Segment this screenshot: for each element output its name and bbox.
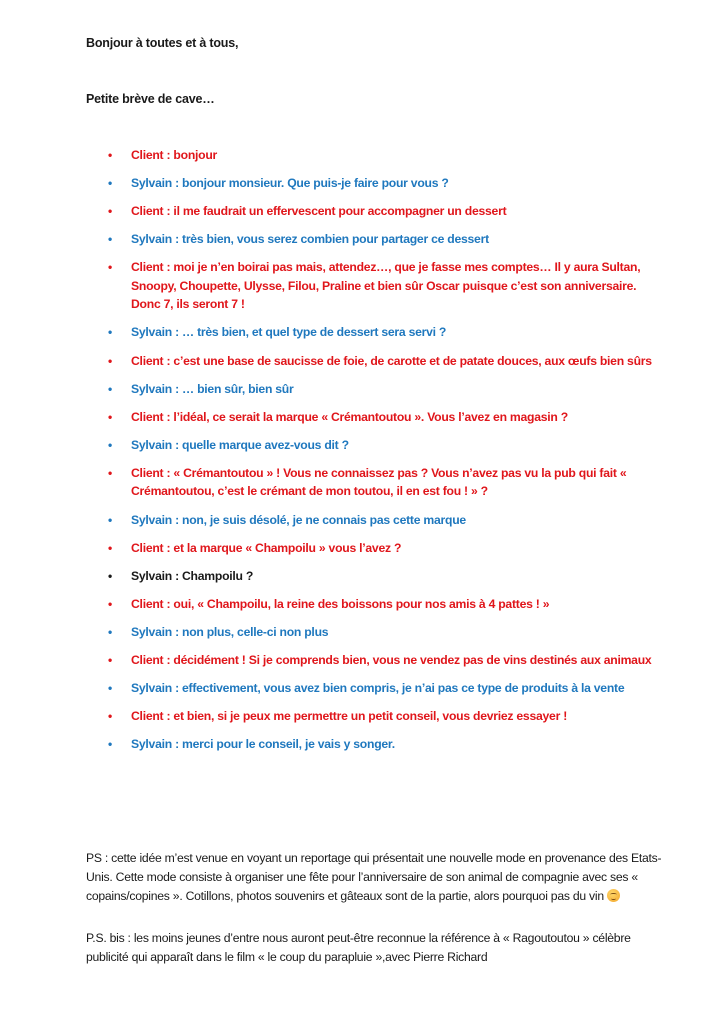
dialogue-list <box>0 146 724 763</box>
dialogue-text: Sylvain : Champoilu ? <box>131 568 254 583</box>
dialogue-text: Sylvain : … très bien, et quel type de dessert sera servi ? <box>131 325 447 340</box>
dialogue-item-sylvain <box>0 623 724 642</box>
dialogue-item-sylvain <box>0 174 724 193</box>
greeting: Bonjour à toutes et à tous, <box>86 36 239 50</box>
dialogue-item-client <box>0 651 724 670</box>
dialogue-item-client <box>0 202 724 221</box>
dialogue-item-sylvain <box>0 679 724 698</box>
dialogue-text: Client : bonjour <box>131 148 218 162</box>
dialogue-item-client <box>0 352 724 371</box>
dialogue-text: Client : et bien, si je peux me permettre un petit conseil, vous devriez essayer ! <box>131 709 568 724</box>
bullet-icon: • <box>108 409 112 424</box>
dialogue-item-client <box>0 258 724 314</box>
bullet-icon: • <box>108 709 112 724</box>
dialogue-text: Sylvain : merci pour le conseil, je vais y songer. <box>131 737 395 752</box>
dialogue-text: Sylvain : bonjour monsieur. Que puis-je faire pour vous ? <box>131 176 449 191</box>
bullet-icon: • <box>108 540 112 555</box>
bullet-icon: • <box>108 325 112 340</box>
bullet-icon: • <box>108 204 112 219</box>
bullet-icon: • <box>108 353 112 368</box>
postscript-bis: P.S. bis : les moins jeunes d’entre nous auront peut-être reconnue la référence à « Ragoutoutou » célèbre publicité qui apparaît dans le film « le coup du parapluie »,avec Pierre Richard <box>86 931 631 964</box>
dialogue-text: Sylvain : effectivement, vous avez bien compris, je n’ai pas ce type de produits à la vente <box>131 681 625 696</box>
postscript-text: PS : cette idée m’est venue en voyant un reportage qui présentait une nouvelle mode en provenance des Etats-Unis. Cette mode consiste à organiser une fête pour l’anniversaire de son animal de compagnie avec ses « copains/copines ». Cotillons, photos souvenirs et gâteaux sont de la partie, alors pourquoi pas du vin <box>86 851 662 903</box>
dialogue-item-client <box>0 595 724 614</box>
dialogue-item-client <box>0 539 724 558</box>
bullet-icon: • <box>108 232 112 247</box>
dialogue-item-sylvain <box>0 735 724 754</box>
bullet-icon: • <box>108 596 112 611</box>
dialogue-text: Client : moi je n’en boirai pas mais, attendez…, que je fasse mes comptes… Il y aura Sultan, Snoopy, Choupette, Ulysse, Filou, Praline et bien sûr Oscar puisque c’est son anniversaire. Donc 7, ils seront 7 ! <box>131 260 641 312</box>
postscript <box>86 849 666 906</box>
dialogue-item-neutral <box>0 567 724 586</box>
dialogue-text: Client : et la marque « Champoilu » vous l’avez ? <box>131 540 402 555</box>
bullet-icon: • <box>108 681 112 696</box>
dialogue-text: Client : décidément ! Si je comprends bien, vous ne vendez pas de vins destinés aux animaux <box>131 653 652 667</box>
subtitle: Petite brève de cave… <box>86 92 215 106</box>
dialogue-item-sylvain <box>0 380 724 399</box>
dialogue-item-client <box>0 707 724 726</box>
bullet-icon: • <box>108 260 112 275</box>
dialogue-text: Sylvain : très bien, vous serez combien pour partager ce dessert <box>131 232 489 247</box>
dialogue-item-client <box>0 464 724 501</box>
bullet-icon: • <box>108 624 112 639</box>
dialogue-text: Sylvain : … bien sûr, bien sûr <box>131 381 294 396</box>
bullet-icon: • <box>108 176 112 191</box>
bullet-icon: • <box>108 437 112 452</box>
winking-face-icon <box>607 889 620 902</box>
dialogue-item-sylvain <box>0 436 724 455</box>
bullet-icon: • <box>108 653 112 667</box>
dialogue-item-client <box>0 408 724 427</box>
dialogue-item-sylvain <box>0 323 724 342</box>
bullet-icon: • <box>108 148 112 162</box>
dialogue-text: Sylvain : quelle marque avez-vous dit ? <box>131 437 349 452</box>
dialogue-text: Client : il me faudrait un effervescent pour accompagner un dessert <box>131 204 507 219</box>
dialogue-text: Client : c’est une base de saucisse de foie, de carotte et de patate douces, aux œufs bien sûrs <box>131 353 652 368</box>
dialogue-item-client <box>0 146 724 165</box>
dialogue-text: Client : « Crémantoutou » ! Vous ne connaissez pas ? Vous n’avez pas vu la pub qui fait « Crémantoutou, c’est le crémant de mon toutou, il en est fou ! » ? <box>131 465 627 499</box>
bullet-icon: • <box>108 568 112 583</box>
dialogue-text: Sylvain : non, je suis désolé, je ne connais pas cette marque <box>131 512 466 527</box>
dialogue-item-sylvain <box>0 511 724 530</box>
dialogue-text: Client : oui, « Champoilu, la reine des boissons pour nos amis à 4 pattes ! » <box>131 596 550 611</box>
bullet-icon: • <box>108 465 112 480</box>
dialogue-item-sylvain <box>0 230 724 249</box>
bullet-icon: • <box>108 737 112 752</box>
dialogue-text: Client : l’idéal, ce serait la marque « Crémantoutou ». Vous l’avez en magasin ? <box>131 409 568 424</box>
dialogue-text: Sylvain : non plus, celle-ci non plus <box>131 624 329 639</box>
bullet-icon: • <box>108 381 112 396</box>
bullet-icon: • <box>108 512 112 527</box>
